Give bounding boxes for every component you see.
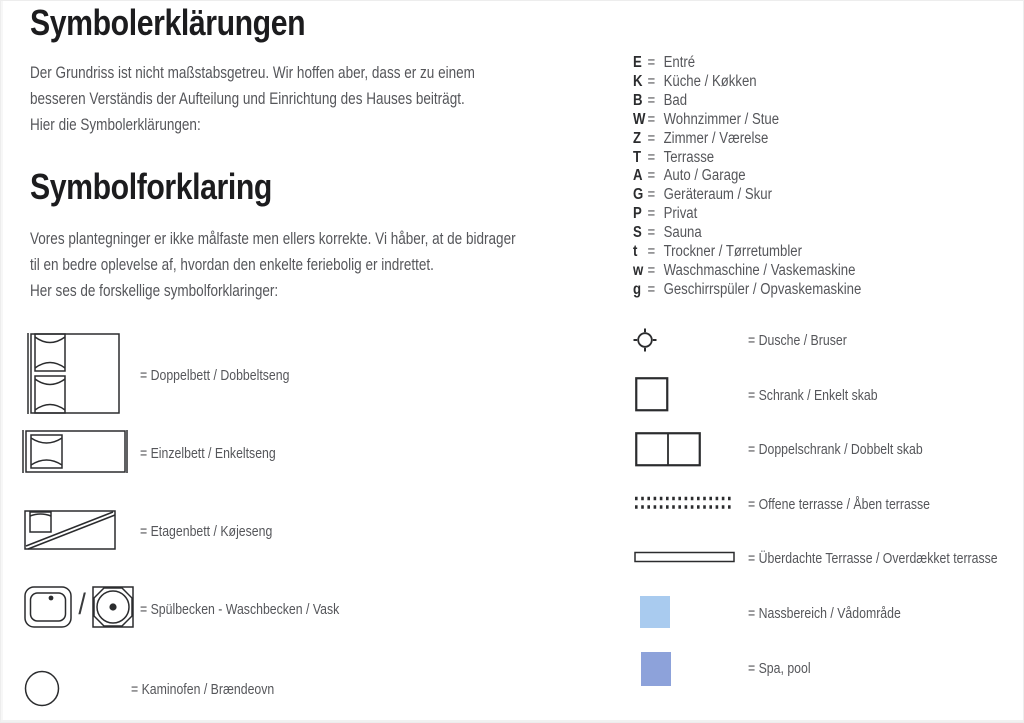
equals-sign: = xyxy=(647,261,656,279)
legend-row xyxy=(633,243,861,262)
equals-sign: = xyxy=(647,91,656,109)
legend-label: Bad xyxy=(663,91,688,109)
open-terrace-label: = Offene terrasse / Åben terrasse xyxy=(748,496,930,513)
legend-letter: w xyxy=(633,261,644,279)
legend-row xyxy=(633,224,861,243)
bunk-bed-icon xyxy=(24,510,116,550)
shower-label: = Dusche / Bruser xyxy=(748,332,847,349)
legend-row xyxy=(633,54,861,73)
double-cabinet-icon xyxy=(635,432,701,467)
equals-sign: = xyxy=(647,54,656,71)
legend-letter: g xyxy=(633,280,642,298)
equals-sign: = xyxy=(647,186,656,204)
german-intro-line: Hier die Symbolerklärungen: xyxy=(30,116,201,134)
room-letter-legend xyxy=(633,54,861,300)
legend-label: Küche / Køkken xyxy=(663,72,757,90)
legend-letter: E xyxy=(633,54,642,71)
legend-label: Wohnzimmer / Stue xyxy=(663,110,780,128)
legend-letter: P xyxy=(633,205,642,223)
legend-label: Entré xyxy=(663,54,696,71)
legend-row xyxy=(633,186,861,205)
danish-intro-line: Vores plantegninger er ikke målfaste men ellers korrekte. Vi håber, at de bidrager xyxy=(30,230,516,248)
german-intro-line: besseren Verständis der Aufteilung und Einrichtung des Hauses beiträgt. xyxy=(30,90,465,108)
legend-letter: K xyxy=(633,72,643,90)
double-bed-label: = Doppelbett / Dobbeltseng xyxy=(140,367,290,384)
single-bed-label: = Einzelbett / Enkeltseng xyxy=(140,445,276,462)
legend-row xyxy=(633,73,861,92)
legend-label: Waschmaschine / Vaskemaskine xyxy=(663,261,856,279)
legend-letter: G xyxy=(633,186,644,204)
german-intro-paragraph xyxy=(30,60,475,138)
legend-label: Geschirrspüler / Opvaskemaskine xyxy=(663,280,862,298)
equals-sign: = xyxy=(647,167,656,185)
danish-intro-line: til en bedre oplevelse af, hvordan den enkelte feriebolig er indrettet. xyxy=(30,256,434,274)
equals-sign: = xyxy=(647,110,656,128)
kitchen-sink-icon xyxy=(24,586,72,628)
danish-intro-line: Her ses de forskellige symbolforklaringer: xyxy=(30,282,279,300)
wet-area-swatch xyxy=(640,596,670,628)
wood-stove-label: = Kaminofen / Brændeovn xyxy=(131,681,275,698)
washbasin-icon xyxy=(92,586,134,628)
legend-letter: T xyxy=(633,148,642,166)
equals-sign: = xyxy=(647,280,656,298)
german-title: Symbolerklärungen xyxy=(30,2,306,43)
equals-sign: = xyxy=(647,243,656,261)
legend-letter: W xyxy=(633,110,646,128)
equals-sign: = xyxy=(647,148,656,166)
legend-row xyxy=(633,262,861,281)
single-cabinet-label: = Schrank / Enkelt skab xyxy=(748,387,878,404)
equals-sign: = xyxy=(647,72,656,90)
single-bed-icon xyxy=(22,430,128,473)
single-cabinet-icon xyxy=(635,377,669,412)
legend-row xyxy=(633,92,861,111)
legend-label: Terrasse xyxy=(663,148,715,166)
legend-row xyxy=(633,111,861,130)
slash-separator: / xyxy=(78,588,86,621)
legend-letter: A xyxy=(633,167,643,185)
legend-label: Privat xyxy=(663,205,698,223)
shower-icon xyxy=(632,327,658,353)
spa-pool-swatch xyxy=(641,652,671,686)
danish-title: Symbolforklaring xyxy=(30,166,272,207)
double-bed-icon xyxy=(27,333,120,414)
double-cabinet-label: = Doppelschrank / Dobbelt skab xyxy=(748,441,923,458)
equals-sign: = xyxy=(647,205,656,223)
legend-letter: t xyxy=(633,243,638,261)
equals-sign: = xyxy=(647,224,656,242)
legend-label: Geräteraum / Skur xyxy=(663,186,772,204)
equals-sign: = xyxy=(647,129,656,147)
sink-label: = Spülbecken - Waschbecken / Vask xyxy=(140,601,340,618)
legend-row xyxy=(633,167,861,186)
legend-label: Auto / Garage xyxy=(663,167,746,185)
legend-row xyxy=(633,205,861,224)
covered-terrace-label: = Überdachte Terrasse / Overdækket terrasse xyxy=(748,550,998,567)
wood-stove-icon xyxy=(24,670,60,707)
legend-row xyxy=(633,130,861,149)
open-terrace-icon xyxy=(634,495,734,511)
danish-intro-paragraph xyxy=(30,226,516,304)
legend-letter: S xyxy=(633,224,642,242)
legend-label: Sauna xyxy=(663,224,702,242)
german-intro-line: Der Grundriss ist nicht maßstabsgetreu. Wir hoffen aber, dass er zu einem xyxy=(30,64,475,82)
legend-label: Trockner / Tørretumbler xyxy=(663,243,802,261)
legend-row xyxy=(633,149,861,168)
wet-area-label: = Nassbereich / Vådområde xyxy=(748,605,901,622)
bunk-bed-label: = Etagenbett / Køjeseng xyxy=(140,523,273,540)
legend-letter: Z xyxy=(633,129,642,147)
legend-letter: B xyxy=(633,91,643,109)
legend-row xyxy=(633,281,861,300)
spa-pool-label: = Spa, pool xyxy=(748,660,811,677)
covered-terrace-icon xyxy=(634,551,735,563)
legend-label: Zimmer / Værelse xyxy=(663,129,769,147)
